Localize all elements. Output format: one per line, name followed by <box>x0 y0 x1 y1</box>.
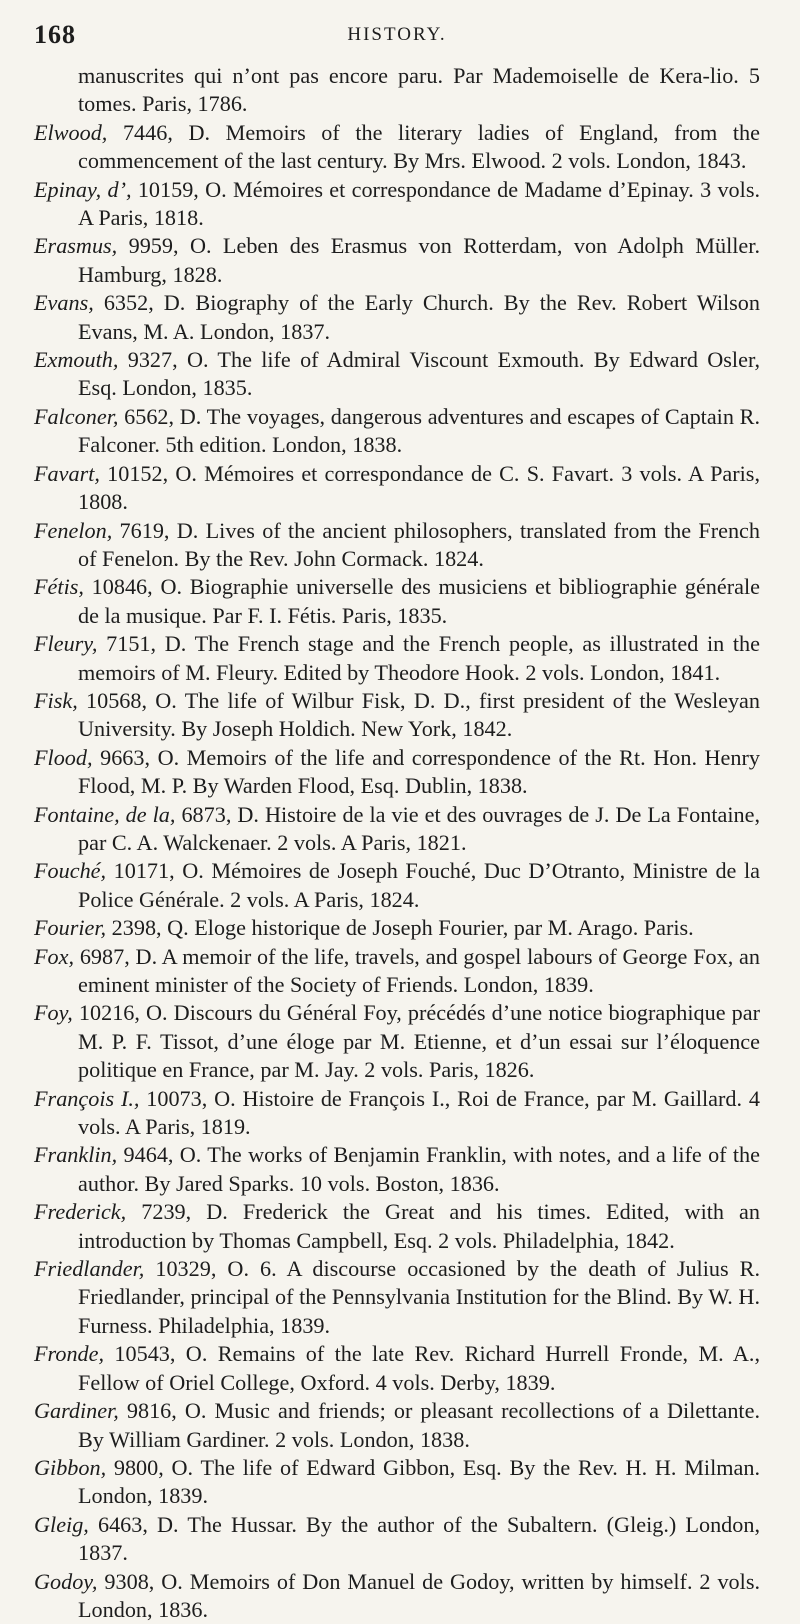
entry-details: 10568, O. The life of Wilbur Fisk, D. D., first president of the Wesleyan University. By Joseph Holdich. New York, 1842. <box>77 687 760 742</box>
entry-author: Gibbon, <box>34 1454 107 1480</box>
entry-details: 10152, O. Mémoires et correspondance de C. S. Favart. 3 vols. A Paris, 1808. <box>78 460 760 515</box>
entry-author: Frederick, <box>34 1199 127 1225</box>
bibliography-entry <box>34 1511 760 1568</box>
entry-details: 7239, D. Frederick the Great and his times. Edited, with an introduction by Thomas Campbell, Esq. 2 vols. Philadelphia, 1842. <box>78 1199 760 1253</box>
bibliography-entry <box>34 857 760 914</box>
entry-details: 7446, D. Memoirs of the literary ladies of England, from the commencement of the last century. By Mrs. Elwood. 2 vols. London, 1843. <box>78 119 760 174</box>
entry-author: Epinay, d’, <box>34 176 132 202</box>
bibliography-entry <box>34 687 760 744</box>
bibliography-entry <box>34 1198 760 1255</box>
entry-details: 6463, D. The Hussar. By the author of the Subaltern. (Gleig.) London, 1837. <box>78 1511 760 1566</box>
bibliography-entry <box>34 1085 760 1142</box>
bibliography-entry <box>34 1141 760 1198</box>
entry-details: 10171, O. Mémoires de Joseph Fouché, Duc D’Otranto, Ministre de la Police Générale. 2 vols. A Paris, 1824. <box>78 858 760 912</box>
bibliography-entry <box>34 1568 760 1624</box>
entry-details: 10543, O. Remains of the late Rev. Richard Hurrell Fronde, M. A., Fellow of Oriel College, Oxford. 4 vols. Derby, 1839. <box>78 1341 760 1395</box>
entry-author: Fleury, <box>34 631 98 657</box>
entry-details: 9308, O. Memoirs of Don Manuel de Godoy, written by himself. 2 vols. London, 1836. <box>78 1568 760 1622</box>
bibliography-entry <box>34 517 760 574</box>
entry-details: 9464, O. The works of Benjamin Franklin, with notes, and a life of the author. By Jared Sparks. 10 vols. Boston, 1836. <box>78 1142 760 1196</box>
bibliography-entry <box>34 573 760 630</box>
entry-author: Elwood, <box>34 119 108 145</box>
page-number: 168 <box>34 20 76 49</box>
entry-details: 9327, O. The life of Admiral Viscount Exmouth. By Edward Osler, Esq. London, 1835. <box>78 347 760 401</box>
bibliography-entry <box>34 346 760 403</box>
bibliography-entry <box>34 999 760 1084</box>
page-header <box>34 20 760 56</box>
bibliography-entry <box>34 1255 760 1340</box>
bibliography-entry <box>34 943 760 1000</box>
entry-details: 10216, O. Discours du Général Foy, précédés d’une notice biographique par M. P. F. Tissot, d’une éloge par M. Etienne, et d’un essai sur l’éloquence politique en France, par M. Jay. 2 vols. Paris, 1826. <box>72 1000 760 1083</box>
entry-author: Fox, <box>34 943 75 969</box>
entry-details: 7619, D. Lives of the ancient philosophers, translated from the French of Fenelon. By the Rev. John Cormack. 1824. <box>78 517 760 571</box>
running-head: HISTORY. <box>347 24 447 45</box>
entry-details: 10846, O. Biographie universelle des musiciens et bibliographie générale de la musique. Par F. I. Fétis. Paris, 1835. <box>78 574 760 628</box>
entry-details: 10329, O. 6. A discourse occasioned by the death of Julius R. Friedlander, principal of the Pennsylvania Institution for the Blind. By W. H. Furness. Philadelphia, 1839. <box>78 1256 760 1338</box>
entry-details: 9800, O. The life of Edward Gibbon, Esq. By the Rev. H. H. Milman. London, 1839. <box>78 1454 760 1509</box>
entry-details: 6873, D. Histoire de la vie et des ouvrages de J. De La Fontaine, par C. A. Walckenaer. 2 vols. A Paris, 1821. <box>78 801 760 855</box>
entry-author: Flood, <box>34 744 93 770</box>
entry-author: Fétis, <box>34 574 84 600</box>
entry-author: Fronde, <box>34 1341 105 1367</box>
bibliography-entry <box>34 1454 760 1511</box>
entry-author: Fenelon, <box>34 517 113 543</box>
entry-details: 10159, O. Mémoires et correspondance de Madame d’Epinay. 3 vols. A Paris, 1818. <box>78 176 760 231</box>
bibliography-entry <box>34 232 760 289</box>
entry-details: 9663, O. Memoirs of the life and correspondence of the Rt. Hon. Henry Flood, M. P. By Warden Flood, Esq. Dublin, 1838. <box>78 744 760 799</box>
bibliography-entry <box>34 744 760 801</box>
bibliography-entry <box>34 1340 760 1397</box>
bibliography-entry <box>34 403 760 460</box>
entry-author: Franklin, <box>34 1142 118 1168</box>
entry-author: Gleig, <box>34 1511 89 1537</box>
entry-author: Erasmus, <box>34 233 118 259</box>
entry-author: Falconer, <box>34 403 119 429</box>
bibliography-entry <box>34 176 760 233</box>
entry-author: Gardiner, <box>34 1398 119 1424</box>
bibliography-entry <box>34 630 760 687</box>
entry-author: Favart, <box>34 460 100 486</box>
entry-author: Fisk, <box>34 687 78 713</box>
entry-details: 2398, Q. Eloge historique de Joseph Fourier, par M. Arago. Paris. <box>106 915 694 941</box>
entry-author: Fouché, <box>34 858 107 884</box>
entry-author: Godoy, <box>34 1568 98 1594</box>
entry-details: 9816, O. Music and friends; or pleasant recollections of a Dilettante. By William Gardiner. 2 vols. London, 1838. <box>78 1398 760 1452</box>
entry-author: Foy, <box>34 1000 73 1026</box>
bibliography-entry <box>34 119 760 176</box>
bibliography-entry <box>34 801 760 858</box>
bibliography-list <box>34 62 760 1624</box>
bibliography-entry <box>34 1397 760 1454</box>
entry-author: Exmouth, <box>34 347 119 373</box>
entry-details: 6352, D. Biography of the Early Church. By the Rev. Robert Wilson Evans, M. A. London, 1837. <box>78 290 760 344</box>
bibliography-entry <box>34 289 760 346</box>
entry-author: Friedlander, <box>34 1256 145 1282</box>
entry-details: 9959, O. Leben des Erasmus von Rotterdam, von Adolph Müller. Hamburg, 1828. <box>78 233 760 287</box>
entry-details: 7151, D. The French stage and the French people, as illustrated in the memoirs of M. Fleury. Edited by Theodore Hook. 2 vols. London, 1841. <box>78 631 760 685</box>
bibliography-entry <box>34 914 760 942</box>
entry-author: François I., <box>34 1085 140 1111</box>
entry-details: 6562, D. The voyages, dangerous adventures and escapes of Captain R. Falconer. 5th edition. London, 1838. <box>78 403 760 458</box>
entry-author: Evans, <box>34 290 94 316</box>
entry-author: Fourier, <box>34 915 107 941</box>
bibliography-entry <box>34 460 760 517</box>
entry-author: Fontaine, de la, <box>34 801 176 827</box>
entry-details: 10073, O. Histoire de François I., Roi de France, par M. Gaillard. 4 vols. A Paris, 1819. <box>78 1085 760 1140</box>
continued-entry-text: manuscrites qui n’ont pas encore paru. Par Mademoiselle de Kera-lio. 5 tomes. Paris, 1786. <box>78 63 760 117</box>
entry-details: 6987, D. A memoir of the life, travels, and gospel labours of George Fox, an eminent minister of the Society of Friends. London, 1839. <box>74 943 760 997</box>
